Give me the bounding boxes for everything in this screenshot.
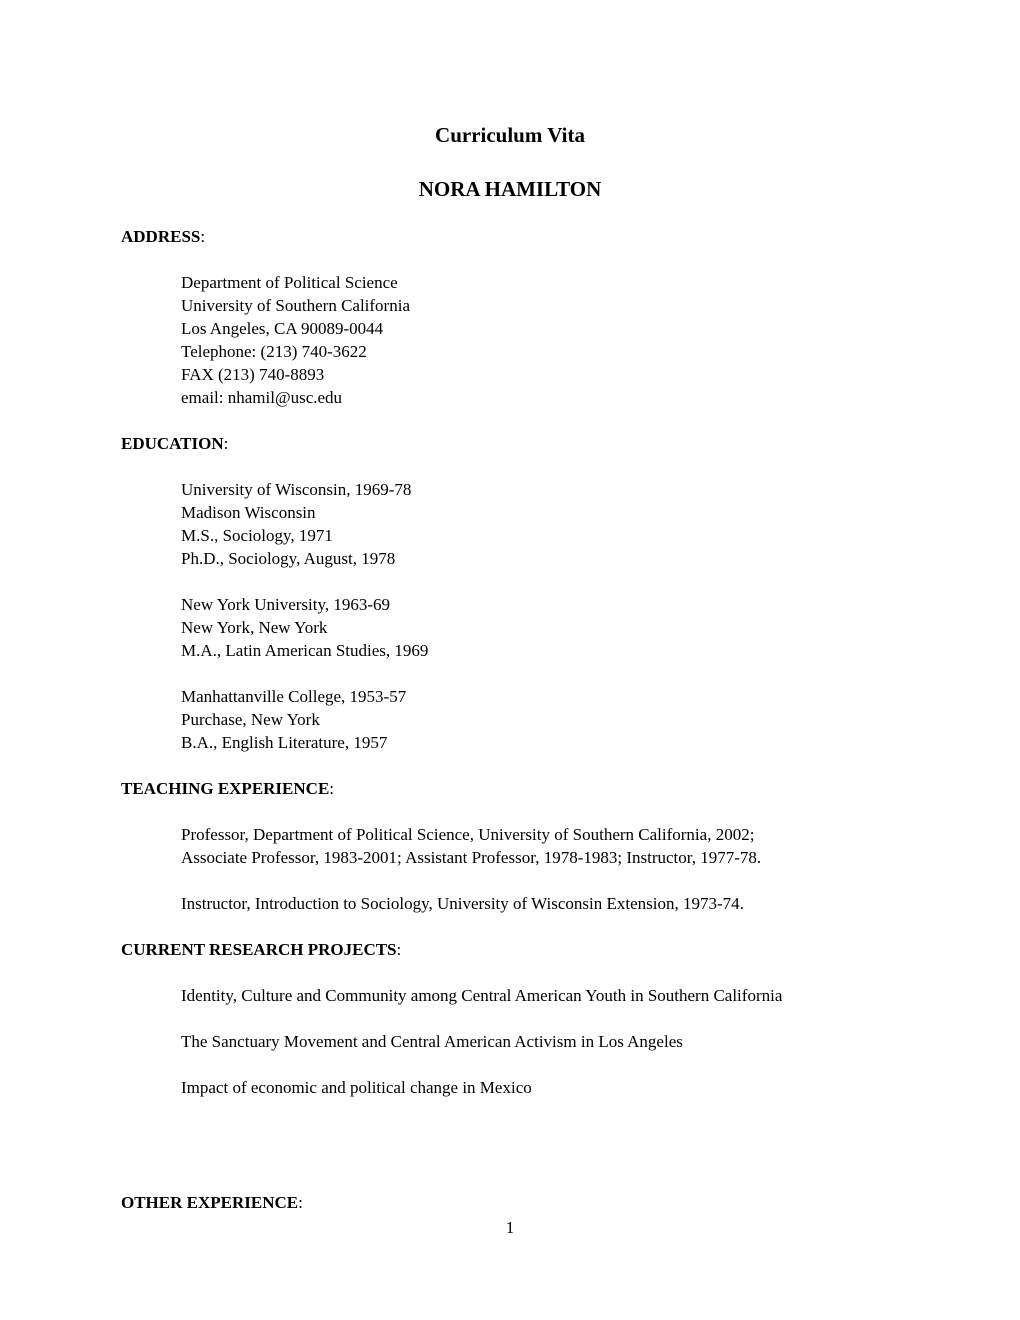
other-experience-heading-label: OTHER EXPERIENCE xyxy=(121,1193,299,1212)
teaching-line: Professor, Department of Political Science, University of Southern California, 2002; xyxy=(181,825,755,844)
research-heading-label: CURRENT RESEARCH PROJECTS xyxy=(121,940,397,959)
teaching-entry-usc xyxy=(181,823,961,869)
education-line: M.S., Sociology, 1971 xyxy=(181,526,333,545)
address-heading-label: ADDRESS xyxy=(121,227,201,246)
education-entry-nyu xyxy=(181,593,961,662)
teaching-heading-colon: : xyxy=(329,779,335,798)
education-line: M.A., Latin American Studies, 1969 xyxy=(181,641,429,660)
education-heading-label: EDUCATION xyxy=(121,434,224,453)
research-project-text: Impact of economic and political change in Mexico xyxy=(181,1078,532,1097)
education-heading-colon: : xyxy=(223,434,229,453)
education-line: New York, New York xyxy=(181,618,328,637)
education-line: B.A., English Literature, 1957 xyxy=(181,733,388,752)
research-project-item xyxy=(181,1076,961,1099)
teaching-heading xyxy=(121,777,334,800)
person-name: NORA HAMILTON xyxy=(418,177,602,201)
address-block xyxy=(181,271,961,409)
education-heading xyxy=(121,432,228,455)
other-experience-heading-colon: : xyxy=(298,1193,303,1212)
page-number: 1 xyxy=(505,1218,515,1237)
other-experience-heading xyxy=(121,1191,303,1214)
research-heading-colon: : xyxy=(396,940,402,959)
teaching-line: Instructor, Introduction to Sociology, University of Wisconsin Extension, 1973-74. xyxy=(181,894,744,913)
education-line: Manhattanville College, 1953-57 xyxy=(181,687,407,706)
teaching-entry-wisconsin xyxy=(181,892,961,915)
education-line: University of Wisconsin, 1969-78 xyxy=(181,480,412,499)
address-fax: FAX (213) 740-8893 xyxy=(181,365,325,384)
address-email: email: nhamil@usc.edu xyxy=(181,388,343,407)
teaching-line: Associate Professor, 1983-2001; Assistant Professor, 1978-1983; Instructor, 1977-78. xyxy=(181,848,762,867)
education-entry-wisconsin xyxy=(181,478,961,570)
education-line: New York University, 1963-69 xyxy=(181,595,391,614)
research-project-item xyxy=(181,1030,961,1053)
address-line: Department of Political Science xyxy=(181,273,398,292)
address-line: University of Southern California xyxy=(181,296,410,315)
education-line: Ph.D., Sociology, August, 1978 xyxy=(181,549,396,568)
education-entry-manhattanville xyxy=(181,685,961,754)
education-line: Madison Wisconsin xyxy=(181,503,316,522)
teaching-heading-label: TEACHING EXPERIENCE xyxy=(121,779,330,798)
address-heading-colon: : xyxy=(200,227,206,246)
research-project-text: The Sanctuary Movement and Central American Activism in Los Angeles xyxy=(181,1032,683,1051)
research-project-text: Identity, Culture and Community among Central American Youth in Southern California xyxy=(181,986,783,1005)
address-line: Los Angeles, CA 90089-0044 xyxy=(181,319,384,338)
research-project-item xyxy=(181,984,961,1007)
education-line: Purchase, New York xyxy=(181,710,320,729)
research-heading xyxy=(121,938,401,961)
address-telephone: Telephone: (213) 740-3622 xyxy=(181,342,367,361)
document-title: Curriculum Vita xyxy=(435,123,585,147)
address-heading xyxy=(121,225,205,248)
